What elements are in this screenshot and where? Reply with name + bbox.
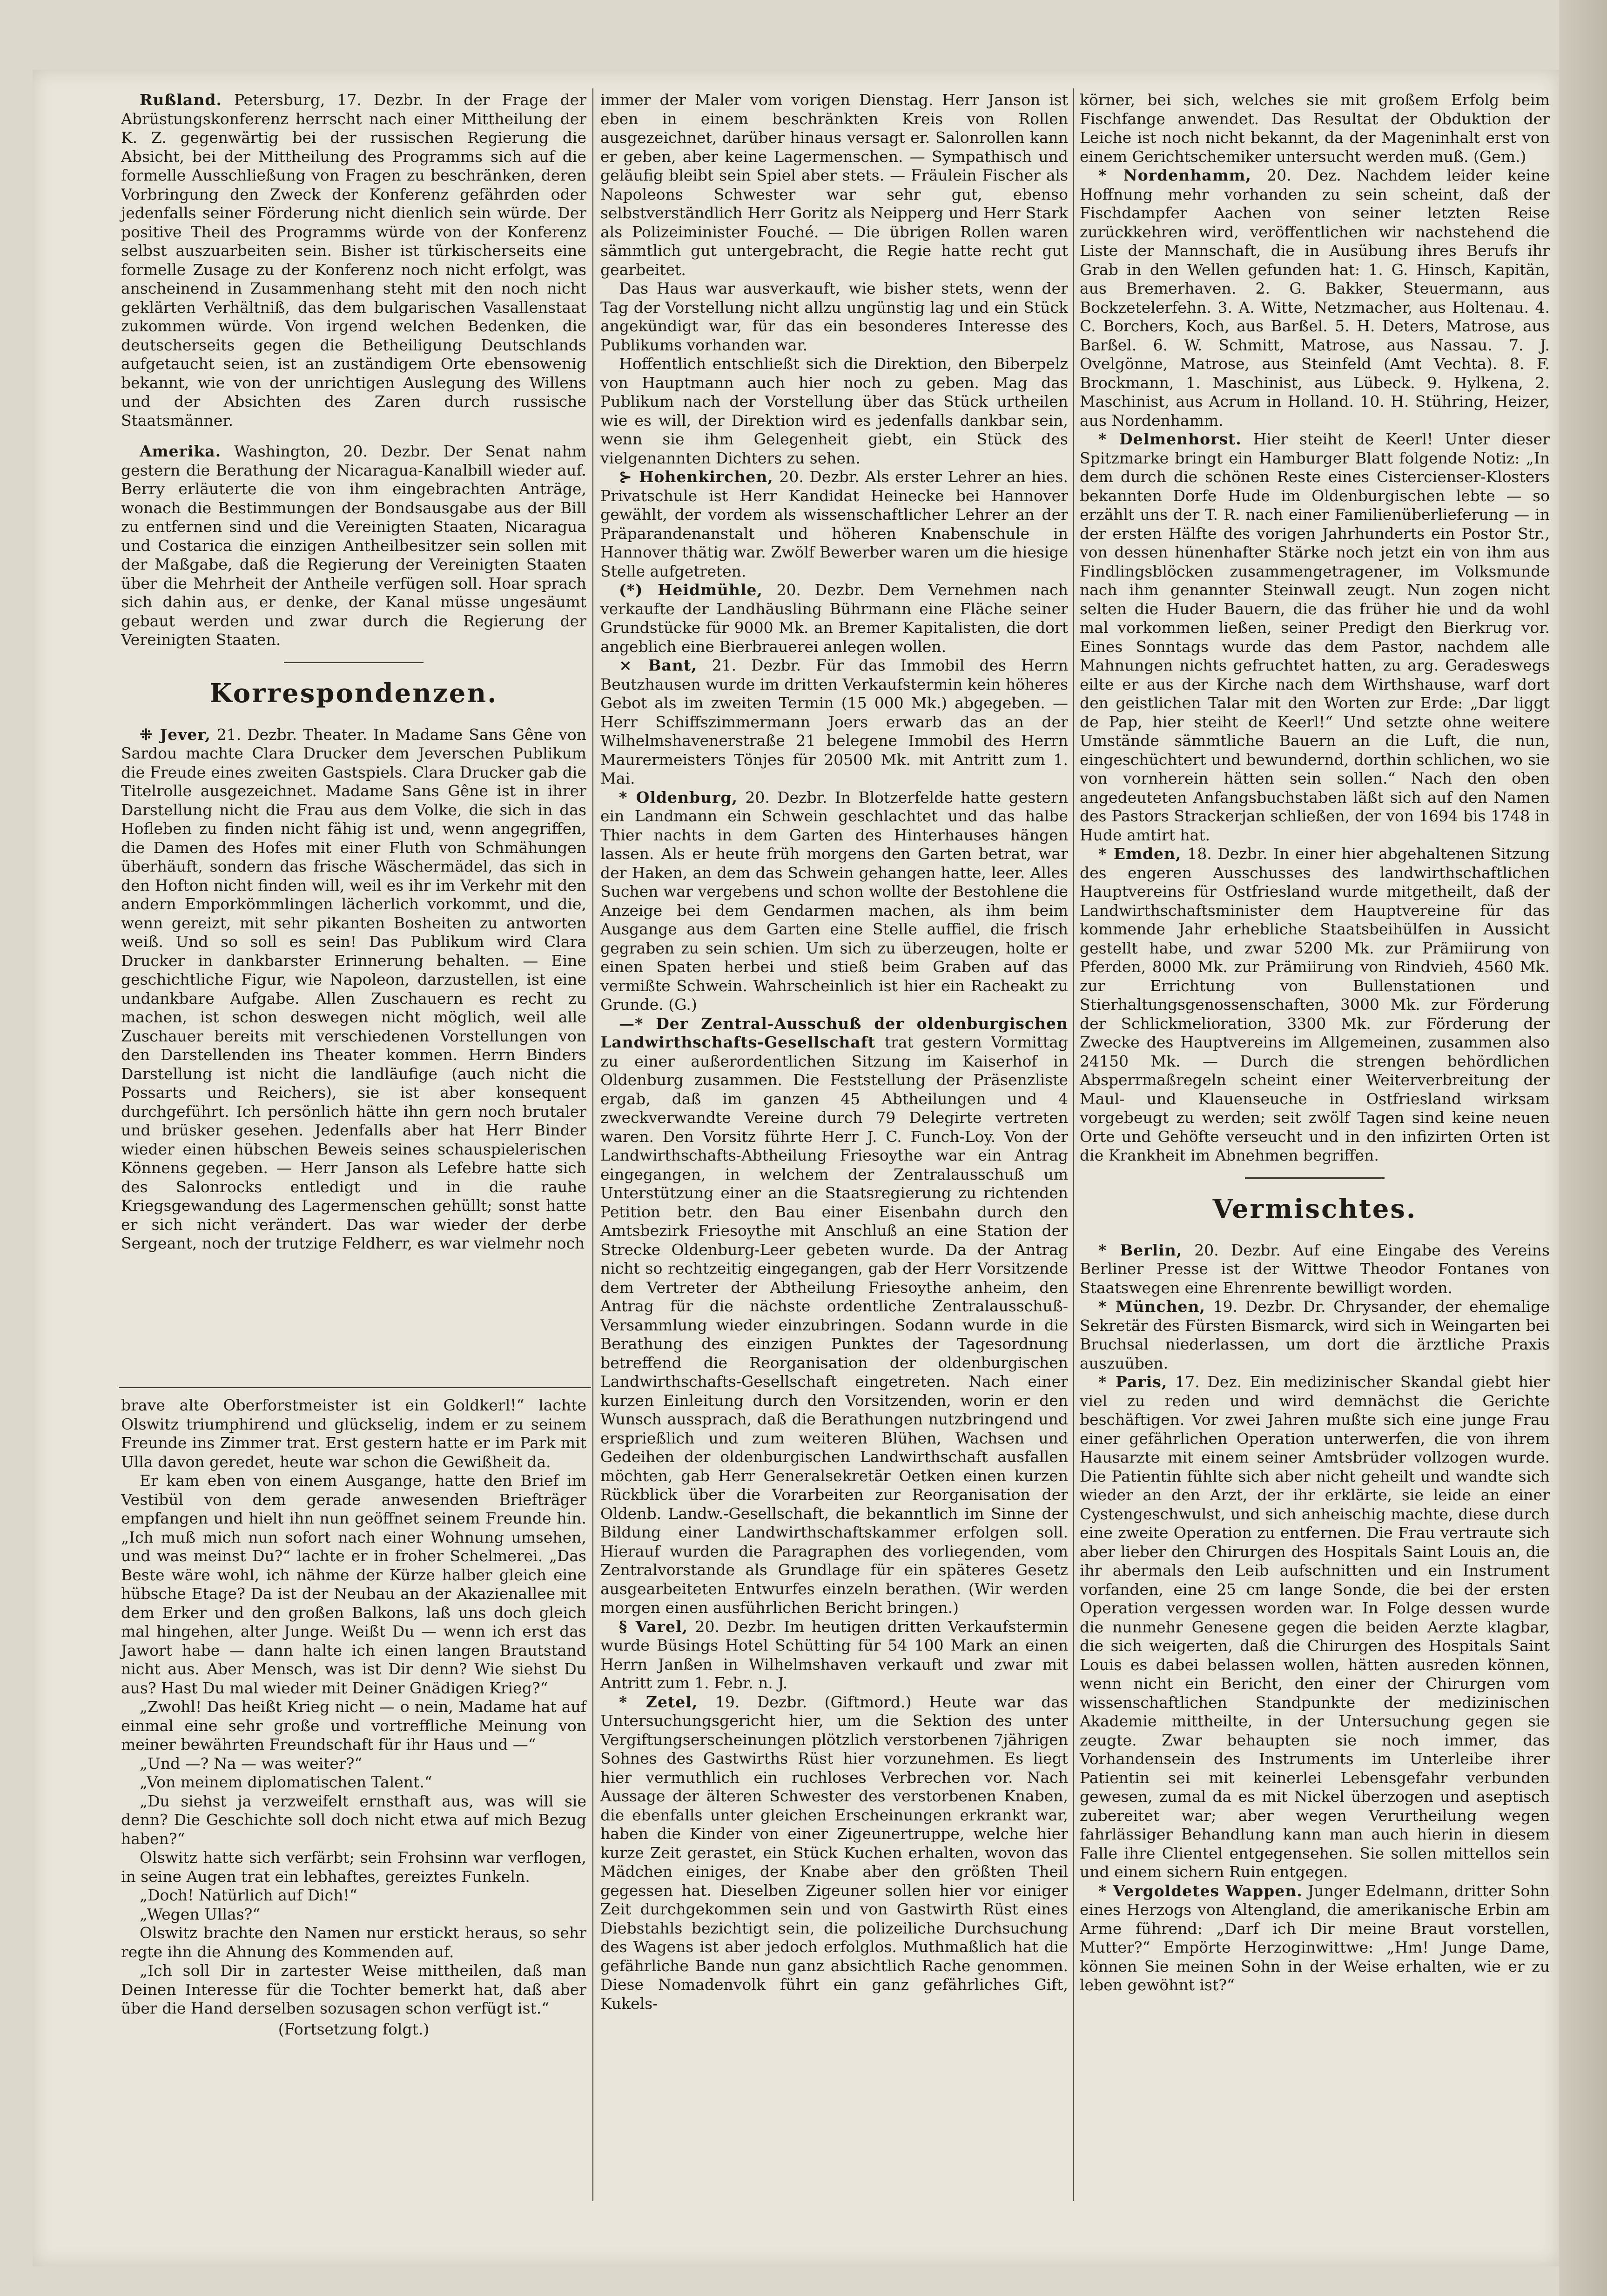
feuilleton-paragraph: „Und —? Na — was weiter?“ (140, 1754, 363, 1772)
feuilleton (121, 1396, 586, 2039)
article-varel: 20. Dezbr. Im heutigen dritten Verkaufstermin wurde Büsings Hotel Schütting für 54 100 Mark an einen Herrn Janßen in Wilhelmshaven verkauft und zwar mit Antritt zum 1. Febr. n. J. (600, 1617, 1068, 1692)
article-oldenburg: 20. Dezbr. In Blotzerfelde hatte gestern ein Landmann ein Schwein geschlachtet und das halbe Thier nachts in dem Garten des Hinterhauses hängen lassen. Als er heute früh morgens den Garten betrat, war der Haken, an dem das Schwein gehangen hatte, leer. Alles Suchen war vergebens und schon wollte der Bestohlene die Anzeige bei dem Gendarmen machen, als ihm beim Ausgange aus dem Garten eine Stelle auffiel, die frisch gegraben zu sein schien. Um sich zu überzeugen, holte er einen Spaten herbei und stieß beim Graben auf das vermißte Schwein. Wahrscheinlich ist hier ein Racheakt zu Grunde. (G.) (600, 788, 1068, 1014)
article-continued: immer der Maler vom vorigen Dienstag. Herr Janson ist eben in einem beschränkten Kreis von Rollen ausgezeichnet, darüber hinaus versagt er. Salonrollen kann er geben, aber keine Lagermenschen. — Sympathisch und geläufig bleibt sein Spiel aber stets. — Fräulein Fischer als Napoleons Schwester war sehr gut, ebenso selbstverständlich Herr Goritz als Neipperg und Herr Stark als Polizeiminister Fouché. — Die übrigen Rollen waren sämmtlich gut untergebracht, die Regie hatte recht gut gearbeitet. (600, 91, 1068, 279)
section-divider (284, 662, 424, 663)
page-edge (1559, 0, 1607, 2296)
article-paragraph: Hoffentlich entschließt sich die Direktion, den Biberpelz von Hauptmann auch hier noch zu geben. Mag das Publikum nach der Vorstellung über das Stück urtheilen wie es will, der Direktion wird es jedenfalls dankbar sein, wenn sie ihm Gelegenheit giebt, ein Stück des vielgenannten Dichters zu sehen. (600, 355, 1068, 467)
dateline-emden: * Emden, (1098, 845, 1182, 863)
dateline-hohenkirchen: ⊱ Hohenkirchen, (619, 468, 773, 486)
column-3 (1080, 91, 1550, 1995)
section-heading-vermischtes: Vermischtes. (1212, 1193, 1417, 1224)
feuilleton-rule (119, 1387, 591, 1388)
section-heading-korrespondenzen: Korrespondenzen. (209, 678, 498, 709)
article-amerika: Washington, 20. Dezbr. Der Senat nahm gestern die Berathung der Nicaragua-Kanalbill wieder auf. Berry erläuterte die von ihm eingebrachten Anträge, wonach die Bestimmungen der Bondsausgabe aus der Bill zu entfernen sind und die Vereinigten Staaten, Nicaragua und Costarica die einzigen Antheilbesitzer sein sollen mit der Maßgabe, daß die Regierung der Vereinigten Staaten über die Mehrheit der Antheile verfügen soll. Hoar sprach sich dahin aus, er denke, der Kanal müsse ungesäumt gebaut werden und zwar durch die Regierung der Vereinigten Staaten. (121, 442, 586, 649)
feuilleton-paragraph: brave alte Oberforstmeister ist ein Goldkerl!“ lachte Olswitz triumphirend und glückselig, indem er zu seinem Freunde ins Zimmer trat. Erst gestern hatte er im Park mit Ulla davon geredet, heute war schon die Gewißheit da. (121, 1396, 586, 1471)
dateline-zentral-ausschuss: —* Der Zentral-Ausschuß der oldenburgischen Landwirthschafts-Gesellschaft (600, 1014, 1068, 1051)
article-russland: Petersburg, 17. Dezbr. In der Frage der Abrüstungskonferenz herrscht nach einer Mittheilung der K. Z. gegenwärtig bei der russischen Regierung die Absicht, bei der Mittheilung des Programms sich auf die formelle Ausschließung von Fragen zu beschränken, deren Vorbringung den Zweck der Konferenz gefährden oder jedenfalls seiner Förderung nicht dienlich sein würde. Der positive Theil des Programms würde von der Konferenz selbst auszuarbeiten sein. Bisher ist türkischerseits eine formelle Zusage zu der Konferenz noch nicht erfolgt, was anscheinend in Zusammenhang steht mit den noch nicht geklärten Verhältniß, das dem bulgarischen Vasallenstaat zukommen würde. Von irgend welchen Bedenken, die deutscherseits gegen die Betheiligung Deutschlands aufgetaucht seien, ist an zuständigem Orte ebensowenig bekannt, wie von der unrichtigen Auslegung des Willens und der Absichten des Zaren durch russische Staatsmänner. (121, 91, 586, 430)
feuilleton-paragraph: „Du siehst ja verzweifelt ernsthaft aus, was will sie denn? Die Geschichte soll doch nicht etwa auf mich Bezug haben?“ (121, 1792, 586, 1848)
continuation-note: (Fortsetzung folgt.) (278, 2020, 430, 2038)
dateline-heidmuehle: (*) Heidmühle, (619, 581, 763, 599)
feuilleton-paragraph: „Doch! Natürlich auf Dich!“ (140, 1886, 357, 1904)
dateline-nordenhamm: * Nordenhamm, (1098, 166, 1251, 184)
article-zentral-ausschuss: trat gestern Vormittag zu einer außerordentlichen Sitzung im Kaiserhof in Oldenburg zusammen. Die Feststellung der Präsenzliste ergab, daß im ganzen 45 Abtheilungen und 4 zweckverwandte Vereine durch 79 Delegirte vertreten waren. Den Vorsitz führte Herr J. C. Funch-Loy. Von der Landwirthschafts-Abtheilung Friesoythe war ein Antrag eingegangen, in welchem der Zentralausschuß um Unterstützung einer an die Staatsregierung zu richtenden Petition betr. den Bau einer Eisenbahn durch den Amtsbezirk Friesoythe mit Anschluß an eine Station der Strecke Oldenburg-Leer gebeten wurde. Da der Antrag nicht so rechtzeitig eingegangen, gab der Herr Vorsitzende dem Vertreter der Abtheilung Friesoythe anheim, den Antrag für die nächste ordentliche Zentralausschuß-Versammlung wieder einzubringen. Sodann wurde in die Berathung des einzigen Punktes der Tagesordnung betreffend die Reorganisation der oldenburgischen Landwirthschafts-Gesellschaft eingetreten. Nach einer kurzen Einleitung durch den Vorsitzenden, worin er den Wunsch aussprach, daß die Berathungen nutzbringend und ersprießlich und zum weiteren Blühen, Wachsen und Gedeihen der oldenburgischen Landwirthschaft ausfallen möchten, gab Herr Generalsekretär Oetken einen kurzen Rückblick über die Vorarbeiten zur Reorganisation der Oldenb. Landw.-Gesellschaft, die bekanntlich im Sinne der Bildung einer Landwirthschaftskammer erfolgen soll. Hierauf wurden die Paragraphen des vorliegenden, vom Zentralvorstande als Grundlage für ein späteres Gesetz ausgearbeiteten Entwurfes einzeln berathen. (Wir werden morgen einen ausführlichen Bericht bringen.) (600, 1033, 1068, 1617)
article-bant: 21. Dezbr. Für das Immobil des Herrn Beutzhausen wurde im dritten Verkaufstermin kein höheres Gebot als im zweiten Termin (15 000 Mk.) abgegeben. — Herr Schiffszimmermann Joers erwarb das an der Wilhelmshavenerstraße 21 belegene Immobil des Herrn Maurermeisters Tönjes für 20500 Mk. mit Antritt zum 1. Mai. (600, 656, 1069, 787)
dateline-amerika: Amerika. (140, 442, 222, 460)
article-continued: körner, bei sich, welches sie mit großem Erfolg beim Fischfange anwendet. Das Resultat der Obduktion der Leiche ist noch nicht bekannt, da der Mageninhalt erst von einem Gerichtschemiker untersucht werden muß. (Gem.) (1080, 91, 1550, 166)
feuilleton-paragraph: „Von meinem diplomatischen Talent.“ (140, 1773, 432, 1791)
column-1 (121, 91, 586, 1253)
feuilleton-paragraph: Olswitz hatte sich verfärbt; sein Frohsinn war verflogen, in seine Augen trat ein lebhaftes, gereiztes Funkeln. (121, 1848, 586, 1886)
article-emden: 18. Dezbr. In einer hier abgehaltenen Sitzung des engeren Ausschusses des landwirthschaftlichen Hauptvereins für Ostfriesland wurde mitgetheilt, daß der Landwirthschaftsminister dem Hauptvereine für das kommende Jahr erhebliche Staatsbeihülfen in Aussicht gestellt habe, und zwar 5200 Mk. zur Prämiirung von Pferden, 8000 Mk. zur Prämiirung von Rindvieh, 4560 Mk. zur Errichtung von Bullenstationen und Stierhaltungsgenossenschaften, 3000 Mk. zur Förderung der Schlickmelioration, 3300 Mk. zur Förderung der Zwecke des Hauptvereins im Allgemeinen, zusammen also 24150 Mk. — Durch die strengen behördlichen Absperrmaßregeln scheint einer Weiterverbreitung der Maul- und Klauenseuche in Ostfriesland wirksam vorgebeugt zu werden; seit zwölf Tagen sind keine neuen Orte und Gehöfte verseucht und in den infizirten Orten ist die Krankheit im Abnehmen begriffen. (1080, 845, 1550, 1164)
column-rule-1 (592, 88, 593, 2201)
column-2 (600, 91, 1068, 2013)
dateline-muenchen: * München, (1098, 1297, 1205, 1316)
dateline-zetel: * Zetel, (619, 1692, 698, 1711)
article-zetel: 19. Dezbr. (Giftmord.) Heute war das Untersuchungsgericht hier, um die Sektion des unter Vergiftungserscheinungen plötzlich verstorbenen 7jährigen Sohnes des Gastwirths Rüst hier vorzunehmen. Es liegt hier vermuthlich ein ruchloses Verbrechen vor. Nach Aussage der älteren Schwester des verstorbenen Knaben, die ebenfalls unter gleichen Erscheinungen erkrankt war, haben die Kinder von einer Zigeunertruppe, welche hier kurze Zeit gerastet, ein Stück Kuchen erhalten, wovon das Mädchen einiges, der Knabe aber den größten Theil gegessen hat. Dieselben Zigeuner sollen hier vor einiger Zeit durchgekommen sein und von Gastwirth Rüst eines Diebstahls bezichtigt sein, die polizeiliche Durchsuchung des Wagens ist aber jedoch erfolglos. Muthmaßlich hat die gefährliche Bande nun ganz absichtlich Rache genommen. Diese Nomadenvolk führt ein ganz gefährliches Gift, Kukels- (600, 1692, 1068, 2013)
article-jever: 21. Dezbr. Theater. In Madame Sans Gêne von Sardou machte Clara Drucker dem Jeverschen Publikum die Freude eines zweiten Gastspiels. Clara Drucker gab die Titelrolle ausgezeichnet. Madame Sans Gêne ist in ihrer Darstellung nicht die Frau aus dem Volke, die sich in das Hofleben zu finden nicht fähig ist und, wenn angegriffen, die Damen des Hofes mit einer Fluth von Schmähungen überhäuft, sondern das frische Wäschermädel, das sich in den Hofton nicht finden will, weil es ihr im Verkehr mit den andern Emporkömmlingen lächerlich vorkommt, und die, wenn gereizt, mit sehr pikanten Bosheiten zu antworten weiß. Und so soll es sein! Das Publikum wird Clara Drucker in dankbarster Erinnerung behalten. — Eine geschichtliche Figur, wie Napoleon, darzustellen, ist eine undankbare Aufgabe. Allen Zuschauern es recht zu machen, ist schon deswegen nicht möglich, weil alle Zuschauer bereits mit verschiedenen Vorstellungen von den Darstellenden ins Theater kommen. Herrn Binders Darstellung ist nicht die landläufige (auch nicht die Possarts und Reichers), sie ist aber konsequent durchgeführt. Ich persönlich hätte ihn gern noch brutaler und brüsker gesehen. Jedenfalls aber hat Herr Binder wieder einen hübschen Beweis seines schauspielerischen Könnens gegeben. — Herr Janson als Lefebre hatte sich des Salonrocks entledigt und in die rauhe Kriegsgewandung des Lagermenschen gehüllt; sonst hatte er sich nicht verändert. Das war wieder der derbe Sergeant, noch der trutzige Feldherr, es war vielmehr noch (121, 725, 586, 1252)
article-muenchen: 19. Dezbr. Dr. Chrysander, der ehemalige Sekretär des Fürsten Bismarck, wird sich in Weingarten bei Bruchsal niederlassen, um dort die ärztliche Praxis auszuüben. (1080, 1297, 1550, 1372)
column-rule-2 (1073, 88, 1074, 2201)
article-delmenhorst: Hier steiht de Keerl! Unter dieser Spitzmarke bringt ein Hamburger Blatt folgende Notiz: „In dem durch die schönen Reste eines Cistercienser-Klosters bekannten Dorfe Hude im Oldenburgischen lebte — so erzählt uns der T. R. nach einer Familienüberlieferung — in der ersten Hälfte des vorigen Jahrhunderts ein Postor Str., von dessen hünenhafter Stärke noch jetzt ein von ihm aus Findlingsblöcken zusammengetragener, im Volksmunde nach ihm genannter Steinwall zeugt. Nun zogen nicht selten die Huder Bauern, die das früher hie und da wohl mal vorkommen ließen, seiner Predigt den Bierkrug vor. Eines Sonntags wurde das dem Pastor, nachdem alle Mahnungen nichts gefruchtet hatten, zu arg. Geradeswegs eilte er aus der Kirche nach dem Wirthshause, warf dort den geistlichen Talar mit den Worten zur Erde: „Dar liggt de Pap, hier steiht de Keerl!“ Und setzte ohne weitere Umstände sämmtliche Bauern an die Luft, die nun, eingeschüchtert und bewundernd, dorthin schlichen, wo sie von vornherein hätten sein sollen.“ Nach den oben angedeuteten Anfangsbuchstaben läßt sich auf den Namen des Pastors Strackerjan schließen, der von 1694 bis 1748 in Hude amtirt hat. (1080, 430, 1550, 844)
feuilleton-paragraph: „Zwohl! Das heißt Krieg nicht — o nein, Madame hat auf einmal eine sehr große und vortreffliche Meinung von meiner bewährten Freundschaft für ihr Haus und —“ (121, 1698, 586, 1753)
article-hohenkirchen: 20. Dezbr. Als erster Lehrer an hies. Privatschule ist Herr Kandidat Heinecke bei Hannover gewählt, der vordem als wissenschaftlicher Lehrer an der Präparandenanstalt und höheren Knabenschule in Hannover thätig war. Zwölf Bewerber waren um die hiesige Stelle aufgetreten. (600, 468, 1068, 580)
article-paris: 17. Dez. Ein medizinischer Skandal giebt hier viel zu reden und wird demnächst die Gerichte beschäftigen. Vor zwei Jahren mußte sich eine junge Frau einer gefährlichen Operation unterwerfen, die von ihrem Hausarzte mit einem seiner Amtsbrüder vollzogen wurde. Die Patientin fühlte sich aber nicht geheilt und wandte sich wieder an den Arzt, der ihr erklärte, sie leide an einer Cystengeschwulst, und sich anheischig machte, diese durch eine zweite Operation zu entfernen. Die Frau vertraute sich aber lieber den Chirurgen des Hospitals Saint Louis an, die ihr abermals den Leib aufschnitten und ein Instrument vorfanden, eine 25 cm lange Sonde, die bei der ersten Operation vergessen worden war. In Folge dessen wurde die nunmehr Genesene gegen die beiden Aerzte klagbar, die sich weigerten, daß die Chirurgen des Hospitals Saint Louis es dabei belassen wollen, hätten ausreden können, wenn nicht ein Bericht, den einer der Chirurgen vom wissenschaftlichen Standpunkte der medizinischen Akademie mittheilte, in der Untersuchung gegen sie zeugte. Zwar behaupten sie noch immer, das Vorhandensein des Instruments im Unterleibe ihrer Patientin sei mit keinerlei Lebensgefahr verbunden gewesen, zumal da es mit Nickel überzogen und aseptisch zubereitet war; aber wegen Verurtheilung wegen fahrlässiger Behandlung kann man auch hierin in diesem Falle ihre Clientel entgegensehen. Sie sollen mittellos sein und einem sichern Ruin entgegen. (1080, 1373, 1550, 1881)
article-nordenhamm: 20. Dez. Nachdem leider keine Hoffnung mehr vorhanden zu sein scheint, daß der Fischdampfer Aachen von seiner letzten Reise zurückkehren wird, veröffentlichen wir nachstehend die Liste der Mannschaft, die in Ausübung ihres Berufs ihr Grab in den Wellen gefunden hat: 1. G. Hinsch, Kapitän, aus Bremerhaven. 2. G. Bakker, Steuermann, aus Bockzetelerfehn. 3. A. Witte, Netzmacher, aus Holtenau. 4. C. Borchers, Koch, aus Barßel. 5. H. Deters, Matrose, aus Barßel. 6. W. Schmitt, Matrose, aus Nassau. 7. J. Ovelgönne, Matrose, aus Steinfeld (Amt Vechta). 8. F. Brockmann, 1. Maschinist, aus Lübeck. 9. Hylkena, 2. Maschinist, aus Acrum in Holland. 10. H. Stühring, Heizer, aus Nordenhamm. (1080, 166, 1550, 430)
dateline-berlin: * Berlin, (1098, 1241, 1183, 1259)
article-heidmuehle: 20. Dezbr. Dem Vernehmen nach verkaufte der Landhäusling Bührmann eine Fläche seiner Grundstücke für 9000 Mk. an Bremer Kapitalisten, die dort angeblich eine Bierbrauerei anlegen wollen. (600, 581, 1068, 656)
article-berlin: 20. Dezbr. Auf eine Eingabe des Vereins Berliner Presse ist der Wittwe Theodor Fontanes von Staatswegen eine Ehrenrente bewilligt worden. (1080, 1241, 1550, 1297)
dateline-jever: ⁜ Jever, (140, 725, 211, 744)
dateline-russland: Rußland. (140, 91, 222, 109)
dateline-bant: ⨯ Bant, (619, 656, 697, 674)
dateline-oldenburg: * Oldenburg, (619, 788, 738, 806)
dateline-vergoldetes-wappen: * Vergoldetes Wappen. (1098, 1881, 1303, 1900)
dateline-paris: * Paris, (1098, 1373, 1168, 1391)
dateline-varel: § Varel, (619, 1617, 688, 1636)
section-divider (1245, 1177, 1385, 1179)
feuilleton-paragraph: Er kam eben von einem Ausgange, hatte den Brief im Vestibül von dem gerade anwesenden Briefträger empfangen und hielt ihn nun geöffnet seinem Freunde hin. „Ich muß mich nun sofort nach einer Wohnung umsehen, und was meinst Du?“ lachte er in froher Schelmerei. „Das Beste wäre wohl, ich nähme der Kürze halber gleich eine hübsche Etage? Da ist der Neubau an der Akazienallee mit dem Erker und den großen Balkons, laß uns doch gleich mal hingehen, alter Junge. Weißt Du — wenn ich erst das Jawort habe — dann halte ich einen langen Brautstand nicht aus. Aber Mensch, was ist Dir denn? Wie siehst Du aus? Hast Du mal wieder mit Deiner Gnädigen Krieg?“ (121, 1471, 586, 1697)
article-vergoldetes-wappen: Junger Edelmann, dritter Sohn eines Herzogs von Altengland, die amerikanische Erbin am Arme führend: „Darf ich Dir meine Braut vorstellen, Mutter?“ Empörte Herzoginwittwe: „Hm! Junge Dame, können Sie meinen Sohn in der Weise erhalten, wie er zu leben gewöhnt ist?“ (1080, 1881, 1550, 1994)
feuilleton-paragraph: Olswitz brachte den Namen nur erstickt heraus, so sehr regte ihn die Ahnung des Kommenden auf. (121, 1924, 586, 1961)
article-paragraph: Das Haus war ausverkauft, wie bisher stets, wenn der Tag der Vorstellung nicht allzu ungünstig lag und ein Stück angekündigt war, für das ein besonderes Interesse des Publikums vorhanden war. (600, 279, 1068, 354)
feuilleton-paragraph: „Ich soll Dir in zartester Weise mittheilen, daß man Deinen Interesse für die Tochter bemerkt hat, daß aber über die Hand derselben sozusagen schon verfügt ist.“ (121, 1961, 586, 2017)
dateline-delmenhorst: * Delmenhorst. (1098, 430, 1242, 448)
feuilleton-paragraph: „Wegen Ullas?“ (140, 1905, 261, 1923)
